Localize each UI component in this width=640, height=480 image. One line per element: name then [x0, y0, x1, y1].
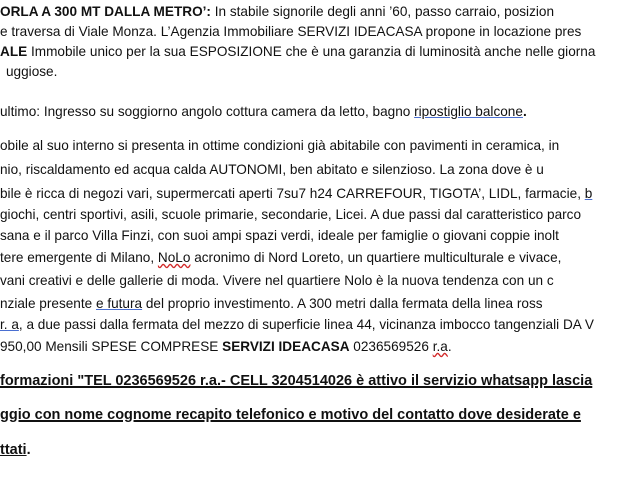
paragraph1-line3 — [0, 43, 595, 61]
phone-text: 0236569526 — [349, 339, 433, 354]
paragraph3-final-period: . — [447, 339, 452, 354]
paragraph3-line6-rest: acronimo di Nord Loreto, un quartiere multiculturale e vivace, — [190, 250, 562, 265]
ripostiglio-balcone-text: ripostiglio balcone — [414, 104, 523, 119]
paragraph3-line3 — [0, 185, 592, 203]
paragraph1-line2: e traversa di Viale Monza. L’Agenzia Immobiliare SERVIZI IDEACASA propone in locazione pres — [0, 24, 582, 39]
paragraph1-line3-text: Immobile unico per la sua ESPOSIZIONE che è una garanzia di luminosità anche nelle giorna — [27, 44, 596, 59]
paragraph3-line8 — [0, 295, 543, 313]
contact-line3 — [0, 441, 31, 459]
paragraph1-line4: uggiose. — [6, 64, 58, 79]
paragraph3-line8-rest: del proprio investimento. A 300 metri dalla fermata della linea ross — [142, 296, 543, 311]
contact-line3-text: ttati — [0, 442, 27, 458]
paragraph2-line — [0, 103, 527, 121]
agency-name: SERVIZI IDEACASA — [222, 339, 350, 354]
contact-line3-period: . — [26, 442, 31, 458]
paragraph3-line6 — [0, 249, 561, 267]
paragraph1-line1 — [0, 3, 554, 21]
e-futura-text: e futura — [95, 296, 143, 311]
paragraph3-line4: giochi, centri sportivi, asili, scuole primarie, secondarie, Licei. A due passi dal caratteristico parco — [0, 207, 582, 222]
paragraph3-line1: obile al suo interno si presenta in ottime condizioni già abitabile con pavimenti in ceramica, in — [0, 138, 560, 153]
paragraph3-line9 — [0, 316, 594, 334]
paragraph3-line3-underlined: b — [584, 186, 593, 201]
paragraph3-line5: sana e il parco Villa Finzi, con suoi ampi spazi verdi, ideale per famiglie o giovani coppie inolt — [0, 228, 559, 243]
paragraph2-text: ultimo: Ingresso su soggiorno angolo cottura camera da letto, bagno — [0, 104, 415, 119]
paragraph3-line7: vani creativi e delle gallerie di moda. Vivere nel quartiere Nolo è la nuova tendenza con un c — [0, 273, 554, 288]
paragraph3-line6-text: tere emergente di Milano, — [0, 250, 158, 265]
paragraph3-line9-text: , a due passi dalla fermata del mezzo di superficie linea 44, vicinanza imbocco tangenziali DA V — [18, 317, 594, 332]
headline: ORLA A 300 MT DALLA METRO’: — [0, 4, 211, 19]
paragraph3-line2: nio, riscaldamento ed acqua calda AUTONOMI, ben abitato e silenzioso. La zona dove è u — [0, 162, 544, 177]
contact-line1: formazioni "TEL 0236569526 r.a.- CELL 3204514026 è attivo il servizio whatsapp lascia — [0, 373, 593, 389]
price-text: 950,00 Mensili SPESE COMPRESE — [0, 339, 223, 354]
paragraph3-line3-text: bile è ricca di negozi vari, supermercati aperti 7su7 h24 CARREFOUR, TIGOTA’, LIDL, farmacie, — [0, 186, 585, 201]
paragraph1-line1-text: In stabile signorile degli anni ’60, passo carraio, posizion — [210, 4, 555, 19]
contact-line2: ggio con nome cognome recapito telefonico e motivo del contatto dove desiderate e — [0, 407, 581, 423]
paragraph3-line8-text: nziale presente — [0, 296, 96, 311]
paragraph2-period: . — [522, 104, 527, 119]
paragraph3-line10 — [0, 338, 452, 356]
paragraph1-bold-word: ALE — [0, 44, 28, 59]
nolo-text: NoLo — [157, 250, 191, 265]
ra-abbreviation: r.a — [432, 339, 448, 354]
ra-text: r. a — [0, 317, 19, 332]
